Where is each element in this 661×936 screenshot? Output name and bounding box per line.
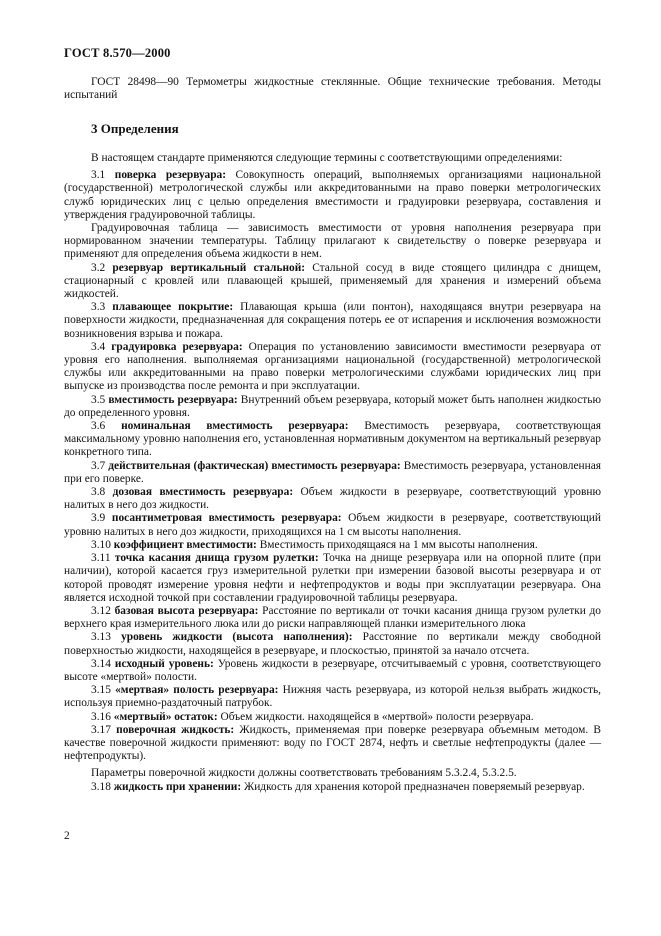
- definition-number: 3.16: [91, 710, 111, 723]
- definition-number: 3.1: [91, 169, 106, 182]
- definition-text: Расстояние по вертикали от точки касания днища грузом рулетки до верхнего края измерительного люка или до риски направляющей планки измерительного люка: [64, 604, 601, 631]
- definition-term: поверка резервуара:: [114, 169, 227, 182]
- definition-3-16: [64, 711, 601, 724]
- definition-3-3: [64, 301, 601, 341]
- definition-number: 3.10: [91, 538, 111, 551]
- definition-number: 3.4: [91, 340, 106, 353]
- definition-number: 3.5: [91, 393, 106, 406]
- definition-note: [64, 767, 601, 780]
- definition-term: жидкость при хранении:: [113, 780, 242, 793]
- definition-text: Стальной сосуд в виде стоящего цилиндра с днищем, стационарный с кровлей или плавающей крышей, применяемый для хранения и измерений объема жидкостей.: [64, 261, 601, 301]
- definition-number: 3.15: [91, 684, 111, 697]
- definition-text: Объем жидкости в резервуаре, соответствующий уровню налитых в него доз жидкости, приходящихся на 1 см высоты наполнения.: [64, 512, 601, 538]
- definition-number: 3.9: [91, 512, 106, 525]
- definition-term: «мертвый» остаток:: [113, 710, 218, 723]
- definition-3-14: [64, 658, 601, 684]
- definition-number: 3.11: [91, 552, 111, 565]
- definition-3-11: [64, 552, 601, 605]
- definition-number: 3.8: [91, 486, 106, 499]
- definition-number: 3.6: [91, 420, 106, 433]
- definition-term: «мертвая» полость резервуара:: [115, 684, 279, 697]
- definition-text: Градуировочная таблица — зависимость вместимости от уровня наполнения резервуара при нормированном значении температуры. Таблицу прилагают к свидетельству о поверке резервуара и применяют для определения объема жидкости в нем.: [64, 222, 601, 261]
- page-number: 2: [64, 830, 70, 842]
- definition-3-5: [64, 394, 601, 420]
- definition-term: точка касания днища грузом рулетки:: [114, 552, 319, 565]
- definition-text: Внутренний объем резервуара, который может быть наполнен жидкостью до определенного уровня.: [64, 393, 601, 419]
- document-header: ГОСТ 8.570—2000: [64, 46, 171, 60]
- definition-3-4: [64, 341, 601, 394]
- section-title: 3 Определения: [91, 121, 179, 136]
- definition-text: Уровень жидкости в резервуаре, отсчитываемый с уровня, соответствующего высоте «мертвой» полости.: [64, 657, 601, 683]
- definition-text: Точка на днище резервуара или на опорной плите (при наличии), которой касается груз измерительной рулетки при измерении базовой высоты резервуара и от которой проводят измерение уровня нефти и нефтепродуктов и воды при эксплуатации резервуара. Она является исходной точкой при составлении градуировочной таблицы резервуара.: [64, 552, 601, 604]
- definition-text: Вместимость резервуара, установленная при его поверке.: [64, 459, 601, 485]
- definition-term: дозовая вместимость резервуара:: [112, 486, 294, 499]
- definition-3-15: [64, 684, 601, 710]
- definition-term: действительная (фактическая) вместимость резервуара:: [108, 459, 401, 472]
- definition-term: коэффициент вместимости:: [113, 538, 257, 551]
- definition-3-1: [64, 169, 601, 222]
- definition-3-2: [64, 262, 601, 302]
- definition-term: резервуар вертикальный стальной:: [112, 261, 306, 274]
- definition-number: 3.2: [91, 261, 106, 274]
- definition-3-17: [64, 724, 601, 764]
- definition-number: 3.17: [91, 723, 111, 736]
- definition-number: 3.3: [91, 301, 106, 314]
- definition-term: посантиметровая вместимость резервуара:: [111, 512, 342, 525]
- definition-3-13: [64, 631, 601, 657]
- definition-text: Плавающая крыша (или понтон), находящаяся внутри резервуара на поверхности жидкости, предназначенная для сокращения потерь ее от испарения и исключения возможности возникновения взрыва и пожара.: [64, 301, 601, 340]
- definition-number: 3.13: [91, 631, 111, 644]
- definition-term: базовая высота резервуара:: [114, 604, 259, 617]
- definition-term: номинальная вместимость резервуара:: [121, 420, 349, 433]
- definition-3-6: [64, 420, 601, 460]
- definition-3-7: [64, 460, 601, 486]
- definition-term: исходный уровень:: [114, 657, 214, 670]
- definition-3-9: [64, 512, 601, 538]
- definition-number: 3.14: [91, 657, 111, 670]
- definition-text: Параметры поверочной жидкости должны соответствовать требованиям 5.3.2.4, 5.3.2.5.: [91, 767, 517, 780]
- definition-3-10: [64, 539, 601, 552]
- definition-3-12: [64, 605, 601, 631]
- definition-text: Объем жидкости в резервуаре, соответствующий уровню налитых в него доз жидкости.: [64, 486, 601, 512]
- definition-term: плавающее покрытие:: [112, 301, 234, 314]
- definition-text: Расстояние по вертикали между свободной поверхностью жидкости, находящейся в резервуаре, и плоскостью, принятой за начало отсчета.: [64, 631, 601, 657]
- definition-text: Жидкость для хранения которой предназначен поверяемый резервуар.: [241, 780, 585, 793]
- definition-term: вместимость резервуара:: [108, 393, 238, 406]
- definition-number: 3.12: [91, 604, 111, 617]
- definition-text: Жидкость, применяемая при поверке резервуара объемным методом. В качестве поверочной жидкости применяют: воду по ГОСТ 2874, нефть и светлые нефтепродукты (далее — нефтепродукты).: [64, 723, 601, 763]
- definition-text: Объем жидкости. находящейся в «мертвой» полости резервуара.: [217, 710, 534, 723]
- normative-reference: ГОСТ 28498—90 Термометры жидкостные стеклянные. Общие технические требования. Методы испытаний: [64, 76, 601, 102]
- definition-text: Совокупность операций, выполняемых организациями национальной (государственной) метрологической службы или аккредитованными на право поверки метрологических служб юридических лиц с целью определения вместимости и градуировки резервуара, составления и утверждения градуировочной таблицы.: [64, 169, 601, 221]
- definition-text: Вместимость резервуара, соответствующая максимальному уровню наполнения его, установленная нормативным документом на вертикальный резервуар конкретного типа.: [64, 420, 601, 459]
- definition-number: 3.18: [91, 780, 111, 793]
- definition-text: Вместимость приходящаяся на 1 мм высоты наполнения.: [256, 538, 538, 551]
- definition-3-8: [64, 486, 601, 512]
- definitions-body: [64, 152, 601, 794]
- definition-term: уровень жидкости (высота наполнения):: [121, 631, 353, 644]
- definition-text: Нижняя часть резервуара, из которой нельзя выбрать жидкость, используя приемно-раздаточный патрубок.: [64, 684, 601, 710]
- definition-term: поверочная жидкость:: [116, 723, 235, 736]
- definition-note: [64, 222, 601, 262]
- definition-term: градуировка резервуара:: [111, 340, 243, 353]
- definition-text: Операция по установлению зависимости вместимости резервуара от уровня его наполнения. выполняемая организациями национальной (государственной) метрологической службы или аккредитованными на право поверки метрологическими службами юридических лиц при выпуске из производства после ремонта и при эксплуатации.: [64, 340, 601, 393]
- intro-paragraph: В настоящем стандарте применяются следующие термины с соответствующими определениями:: [91, 152, 563, 164]
- definition-3-18: [64, 781, 601, 794]
- definition-number: 3.7: [91, 459, 106, 472]
